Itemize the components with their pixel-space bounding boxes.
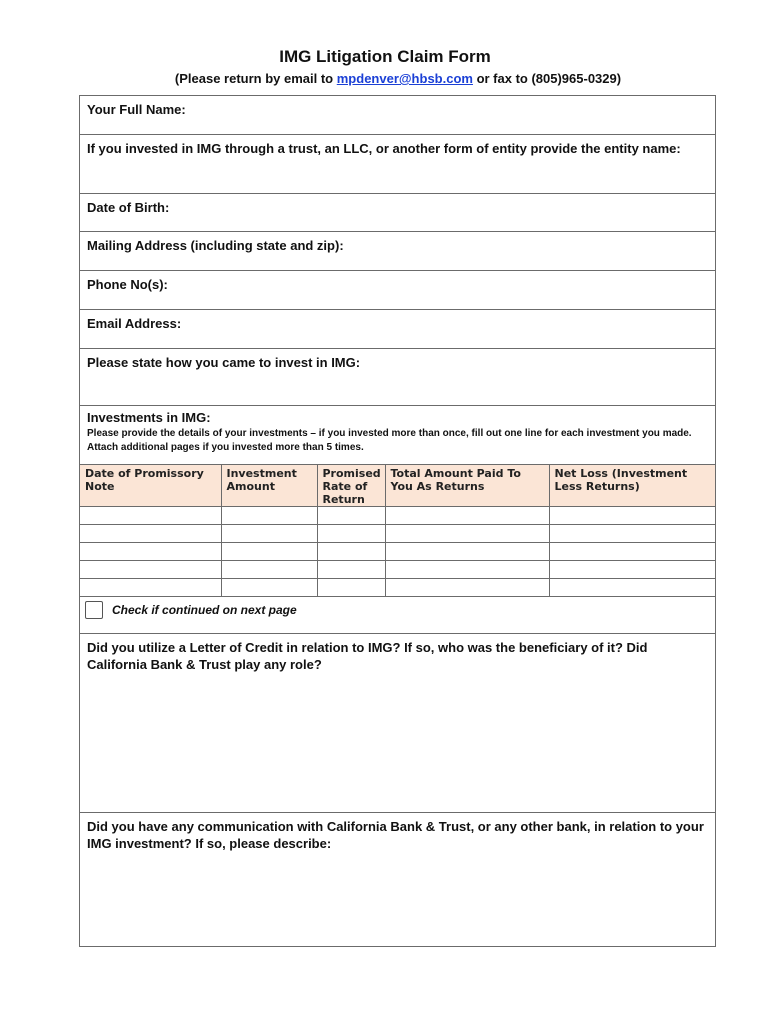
table-row [80, 579, 715, 597]
entity-name-field[interactable] [80, 135, 715, 194]
table-cell[interactable] [549, 579, 715, 597]
column-header-total-paid: Total Amount Paid To You As Returns [385, 465, 549, 507]
email-field[interactable] [80, 310, 715, 349]
date-of-birth-field[interactable] [80, 194, 715, 232]
table-cell[interactable] [80, 543, 221, 561]
investments-heading: Investments in IMG: [87, 410, 211, 425]
column-header-date: Date of Promissory Note [80, 465, 221, 507]
investments-table-header [80, 465, 715, 507]
bank-communication-field[interactable] [80, 813, 715, 946]
column-header-net-loss: Net Loss (Investment Less Returns) [549, 465, 715, 507]
table-cell[interactable] [385, 525, 549, 543]
full-name-label: Your Full Name: [87, 102, 186, 117]
table-cell[interactable] [80, 561, 221, 579]
table-row [80, 561, 715, 579]
continued-checkbox[interactable] [85, 601, 103, 619]
mailing-address-field[interactable] [80, 232, 715, 271]
date-of-birth-label: Date of Birth: [87, 200, 170, 215]
investments-section [80, 406, 715, 464]
return-instructions-suffix: or fax to (805)965-0329) [472, 71, 622, 86]
table-cell[interactable] [385, 543, 549, 561]
continued-label: Check if continued on next page [112, 603, 297, 617]
letter-of-credit-label: Did you utilize a Letter of Credit in relation to IMG? If so, who was the beneficiary of it? Did California Bank & Trust play any role? [87, 640, 648, 672]
table-cell[interactable] [317, 543, 385, 561]
table-cell[interactable] [80, 579, 221, 597]
table-row [80, 507, 715, 525]
email-label: Email Address: [87, 316, 182, 331]
letter-of-credit-field[interactable] [80, 634, 715, 813]
table-cell[interactable] [385, 507, 549, 525]
phone-label: Phone No(s): [87, 277, 168, 292]
investments-table [80, 464, 715, 597]
table-cell[interactable] [317, 525, 385, 543]
continued-row [80, 596, 715, 634]
table-cell[interactable] [549, 507, 715, 525]
how-came-to-invest-field[interactable] [80, 349, 715, 406]
entity-name-label: If you invested in IMG through a trust, an LLC, or another form of entity provide the entity name: [87, 141, 681, 156]
table-cell[interactable] [549, 525, 715, 543]
mailing-address-label: Mailing Address (including state and zip): [87, 238, 344, 253]
table-row [80, 543, 715, 561]
return-instructions-prefix: (Please return by email to [174, 71, 337, 86]
form-title: IMG Litigation Claim Form [279, 47, 491, 66]
table-cell[interactable] [221, 507, 317, 525]
return-instructions [0, 71, 770, 86]
how-came-to-invest-label: Please state how you came to invest in IMG: [87, 355, 361, 370]
table-cell[interactable] [221, 525, 317, 543]
full-name-field[interactable] [80, 96, 715, 135]
column-header-rate: Promised Rate of Return [317, 465, 385, 507]
table-cell[interactable] [385, 579, 549, 597]
table-cell[interactable] [221, 561, 317, 579]
table-cell[interactable] [80, 507, 221, 525]
table-cell[interactable] [80, 525, 221, 543]
phone-field[interactable] [80, 271, 715, 310]
table-cell[interactable] [549, 561, 715, 579]
table-cell[interactable] [317, 561, 385, 579]
email-link[interactable]: mpdenver@hbsb.com [336, 71, 473, 86]
column-header-amount: Investment Amount [221, 465, 317, 507]
table-row [80, 525, 715, 543]
bank-communication-label: Did you have any communication with California Bank & Trust, or any other bank, in relation to your IMG investment? If so, please describe: [87, 819, 704, 851]
investments-description: Please provide the details of your investments – if you invested more than once, fill out one line for each investment you made. Attach additional pages if you invested more than 5 times. [87, 428, 692, 453]
table-cell[interactable] [221, 579, 317, 597]
table-cell[interactable] [549, 543, 715, 561]
claim-form [79, 95, 716, 947]
table-cell[interactable] [317, 507, 385, 525]
table-cell[interactable] [221, 543, 317, 561]
table-cell[interactable] [317, 579, 385, 597]
table-cell[interactable] [385, 561, 549, 579]
